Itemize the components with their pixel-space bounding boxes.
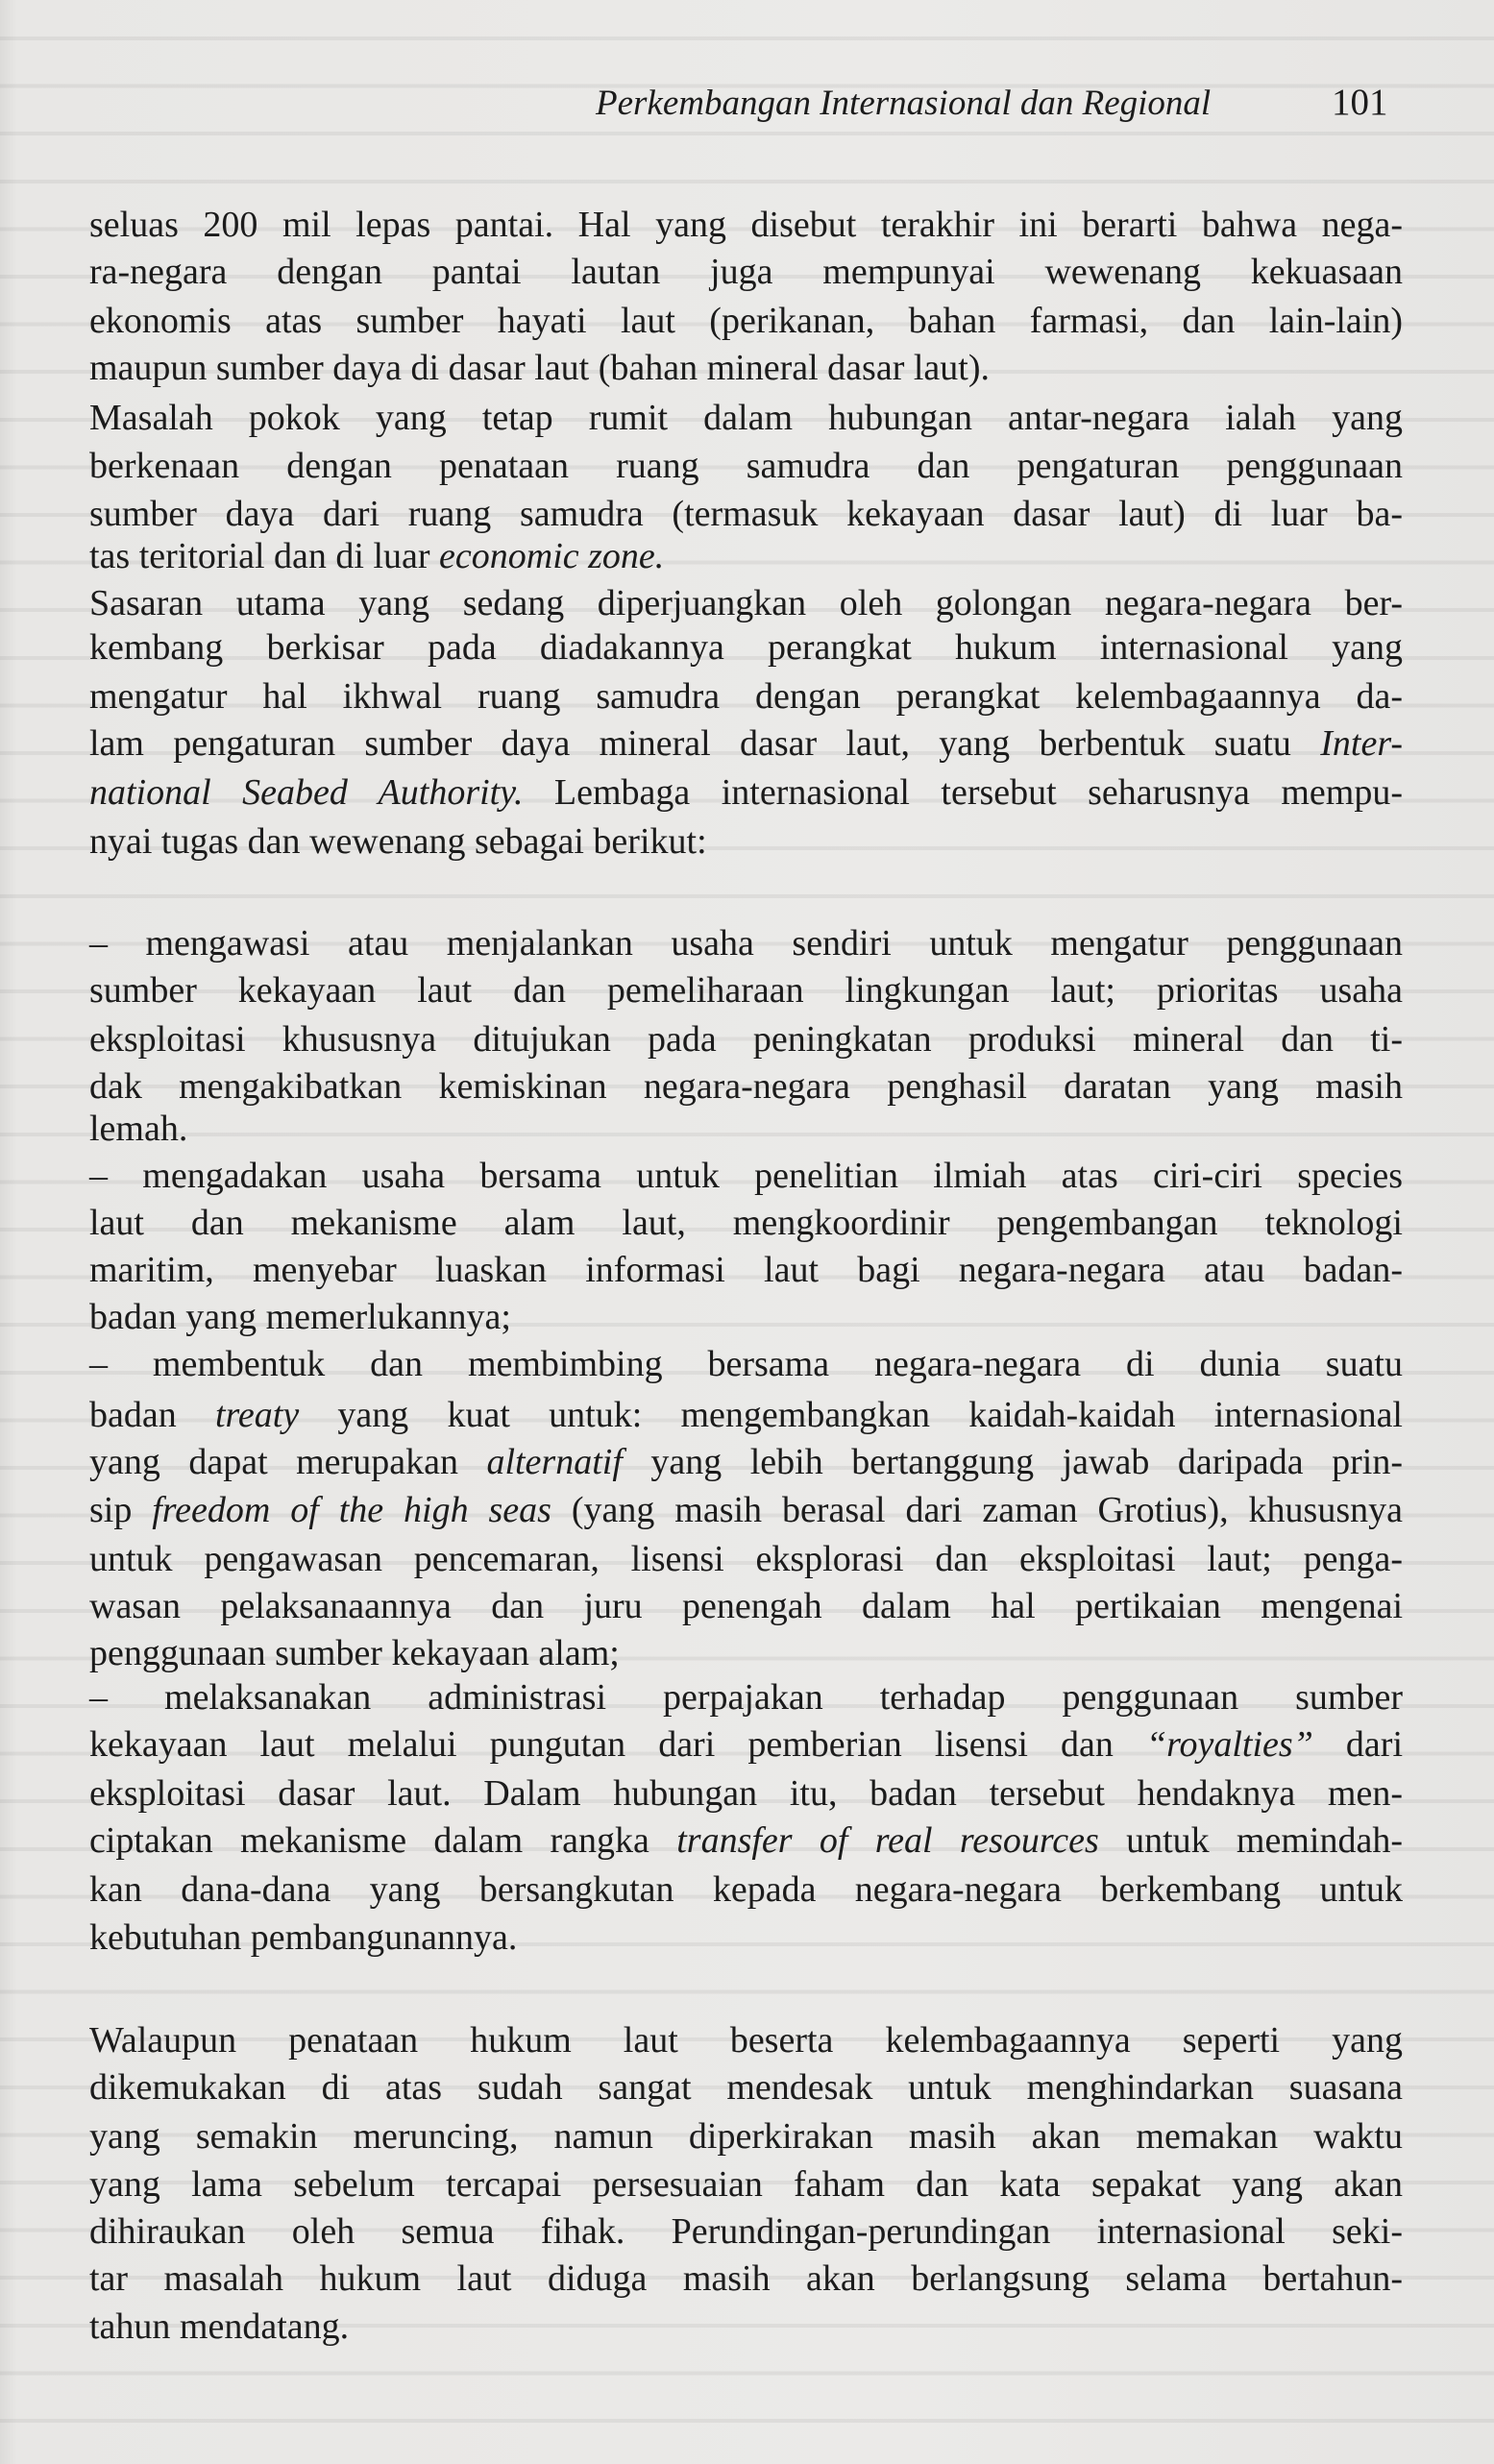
- text-line: [89, 1342, 1403, 1386]
- text-segment: eksploitasi khususnya ditujukan pada peningkatan produksi mineral dan ti-: [89, 1018, 1403, 1060]
- text-segment: Masalah pokok yang tetap rumit dalam hubungan antar-negara ialah yang: [89, 398, 1403, 439]
- text-line: [89, 299, 1403, 343]
- text-line: [89, 770, 1403, 815]
- italic-term: alternatif: [486, 1441, 623, 1482]
- text-segment: lam pengaturan sumber daya mineral dasar laut, yang berbentuk suatu: [89, 723, 1321, 765]
- text-line: [89, 1201, 1403, 1245]
- text-segment: sumber daya dari ruang samudra (termasuk kekayaan dasar laut) di luar ba-: [89, 494, 1403, 535]
- text-line: [89, 203, 1403, 247]
- text-segment: ra-negara dengan pantai lautan juga mempunyai wewenang kekuasaan: [89, 252, 1403, 293]
- italic-term: freedom of the high seas: [152, 1490, 551, 1531]
- text-line: [89, 1107, 1403, 1151]
- text-segment: untuk memindah-: [1098, 1820, 1403, 1862]
- text-segment: yang kuat untuk: mengembangkan kaidah-kaidah internasional: [299, 1394, 1403, 1435]
- text-segment: lemah.: [89, 1108, 188, 1149]
- text-line: [89, 1584, 1403, 1628]
- text-line: [89, 1295, 1403, 1339]
- text-segment: laut dan mekanisme alam laut, mengkoordinir pengembangan teknologi: [89, 1203, 1403, 1244]
- text-line: [89, 492, 1403, 536]
- text-segment: dikemukakan di atas sudah sangat mendesak untuk menghindarkan suasana: [89, 2066, 1403, 2108]
- text-segment: yang lebih bertanggung jawab daripada prin-: [622, 1441, 1404, 1482]
- text-line: [89, 1537, 1403, 1581]
- text-segment: Sasaran utama yang sedang diperjuangkan oleh golongan negara-negara ber-: [89, 583, 1403, 624]
- text-segment: dari: [1312, 1724, 1403, 1766]
- text-segment: (yang masih berasal dari zaman Grotius), khususnya: [551, 1490, 1403, 1531]
- text-line: [89, 2257, 1403, 2301]
- running-header-title: Perkembangan Internasional dan Regional: [596, 84, 1212, 123]
- text-line: [89, 1440, 1403, 1484]
- text-line: [89, 674, 1403, 719]
- text-segment: – melaksanakan administrasi perpajakan terhadap penggunaan sumber: [89, 1677, 1403, 1719]
- text-line: [89, 819, 1403, 864]
- text-segment: eksploitasi dasar laut. Dalam hubungan itu, badan tersebut hendaknya men-: [89, 1772, 1403, 1814]
- text-segment: nyai tugas dan wewenang sebagai berikut:: [89, 820, 707, 862]
- text-line: [89, 396, 1403, 440]
- text-segment: tar masalah hukum laut diduga masih akan berlangsung selama bertahun-: [89, 2258, 1403, 2300]
- text-line: [89, 534, 1403, 578]
- text-line: [89, 346, 1403, 390]
- page-number: 101: [1332, 82, 1388, 123]
- text-line: [89, 2114, 1403, 2159]
- text-line: [89, 721, 1403, 766]
- text-line: [89, 1248, 1403, 1292]
- text-segment: Lembaga internasional tersebut seharusnya mempu-: [523, 771, 1403, 813]
- text-line: [89, 444, 1403, 488]
- text-line: [89, 1393, 1403, 1437]
- text-segment: maupun sumber daya di dasar laut (bahan mineral dasar laut).: [89, 348, 990, 389]
- text-line: [89, 625, 1403, 670]
- italic-term: treaty: [214, 1394, 300, 1435]
- text-line: [89, 1771, 1403, 1816]
- text-segment: yang dapat merupakan: [89, 1441, 487, 1482]
- text-segment: tas teritorial dan di luar: [89, 536, 440, 577]
- italic-term: transfer of real resources: [676, 1820, 1099, 1862]
- text-segment: sumber kekayaan laut dan pemeliharaan lingkungan laut; prioritas usaha: [89, 969, 1403, 1011]
- italic-term: Inter-: [1320, 723, 1403, 765]
- text-segment: kembang berkisar pada diadakannya perangkat hukum internasional yang: [89, 627, 1403, 669]
- text-segment: ekonomis atas sumber hayati laut (perikanan, bahan farmasi, dan lain-lain): [89, 301, 1403, 342]
- text-segment: penggunaan sumber kekayaan alam;: [89, 1633, 620, 1674]
- text-line: [89, 2209, 1403, 2254]
- text-segment: Walaupun penataan hukum laut beserta kelembagaannya seperti yang: [89, 2019, 1403, 2061]
- text-segment: mengatur hal ikhwal ruang samudra dengan perangkat kelembagaannya da-: [89, 676, 1403, 718]
- text-line: [89, 2065, 1403, 2110]
- text-line: [89, 581, 1403, 625]
- text-segment: maritim, menyebar luaskan informasi laut bagi negara-negara atau badan-: [89, 1250, 1403, 1291]
- text-segment: seluas 200 mil lepas pantai. Hal yang disebut terakhir ini berarti bahwa nega-: [89, 205, 1403, 246]
- text-line: [89, 1064, 1403, 1109]
- text-line: [89, 1722, 1403, 1767]
- text-segment: – membentuk dan membimbing bersama negara-negara di dunia suatu: [89, 1344, 1403, 1385]
- text-line: [89, 2018, 1403, 2062]
- text-line: [89, 1915, 1403, 1960]
- text-segment: yang semakin meruncing, namun diperkirakan masih akan memakan waktu: [89, 2115, 1403, 2157]
- text-segment: kekayaan laut melalui pungutan dari pemberian lisensi dan: [89, 1724, 1146, 1766]
- text-line: [89, 1867, 1403, 1912]
- text-line: [89, 2162, 1403, 2207]
- text-segment: kan dana-dana yang bersangkutan kepada negara-negara berkembang untuk: [89, 1868, 1403, 1910]
- text-segment: kebutuhan pembangunannya.: [89, 1917, 518, 1959]
- text-line: [89, 1154, 1403, 1198]
- text-segment: badan: [89, 1394, 215, 1435]
- text-line: [89, 1675, 1403, 1720]
- text-line: [89, 1818, 1403, 1863]
- text-segment: tahun mendatang.: [89, 2305, 350, 2347]
- italic-term: national Seabed Authority.: [89, 771, 524, 813]
- text-line: [89, 968, 1403, 1012]
- text-segment: badan yang memerlukannya;: [89, 1297, 511, 1338]
- text-line: [89, 921, 1403, 965]
- text-segment: dihiraukan oleh semua fihak. Perundingan-perundingan internasional seki-: [89, 2211, 1403, 2253]
- text-line: [89, 1631, 1403, 1675]
- text-line: [89, 250, 1403, 294]
- text-segment: – mengadakan usaha bersama untuk penelitian ilmiah atas ciri-ciri species: [89, 1156, 1403, 1196]
- text-segment: untuk pengawasan pencemaran, lisensi eksplorasi dan eksploitasi laut; penga-: [89, 1539, 1403, 1580]
- text-segment: ciptakan mekanisme dalam rangka: [89, 1820, 677, 1862]
- text-line: [89, 2305, 1403, 2349]
- text-segment: yang lama sebelum tercapai persesuaian faham dan kata sepakat yang akan: [89, 2164, 1403, 2206]
- italic-term: economic zone.: [439, 536, 665, 577]
- italic-term: “royalties”: [1145, 1724, 1313, 1766]
- text-segment: berkenaan dengan penataan ruang samudra dan pengaturan penggunaan: [89, 445, 1403, 486]
- text-segment: – mengawasi atau menjalankan usaha sendiri untuk mengatur penggunaan: [89, 922, 1403, 964]
- text-segment: dak mengakibatkan kemiskinan negara-negara penghasil daratan yang masih: [89, 1065, 1403, 1107]
- text-line: [89, 1017, 1403, 1061]
- text-segment: sip: [89, 1490, 153, 1531]
- text-line: [89, 1488, 1403, 1532]
- text-segment: wasan pelaksanaannya dan juru penengah dalam hal pertikaian mengenai: [89, 1586, 1403, 1627]
